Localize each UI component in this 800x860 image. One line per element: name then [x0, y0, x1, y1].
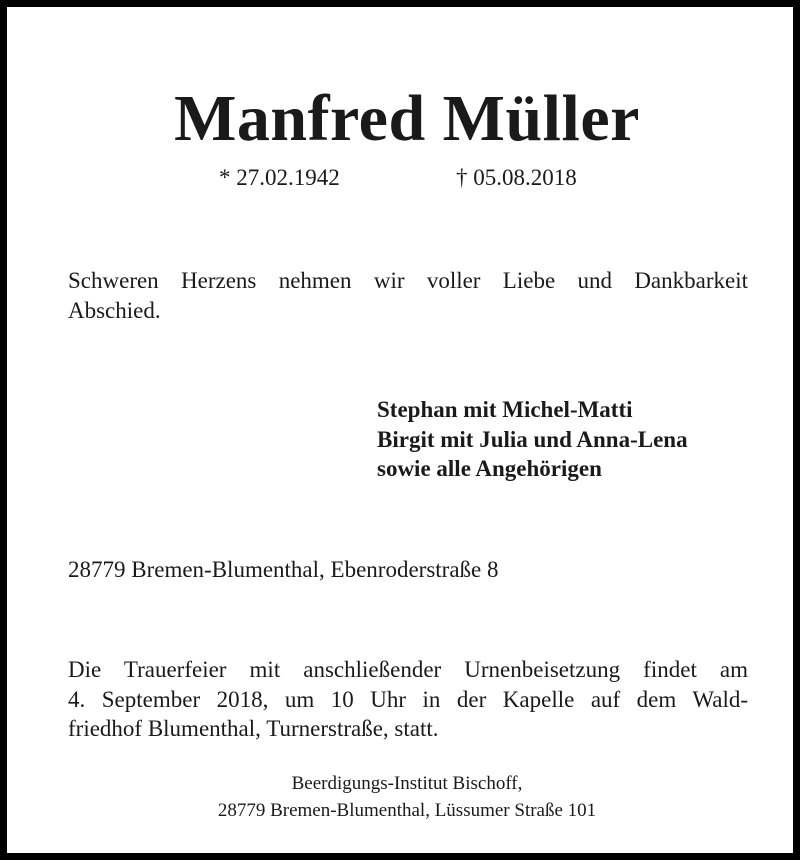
signer-line: sowie alle Angehörigen — [377, 456, 602, 481]
ceremony-paragraph — [68, 655, 748, 744]
signer-line: Stephan mit Michel-Matti — [377, 397, 633, 422]
intro-line: Schweren Herzens nehmen wir voller Liebe und Dankbarkeit — [68, 268, 748, 293]
funeral-home-address: 28779 Bremen-Blumenthal, Lüssumer Straße 101 — [217, 800, 597, 821]
funeral-home-name: Beerdigungs-Institut Bischoff, — [291, 773, 523, 794]
family-address — [68, 555, 748, 585]
ceremony-line: Die Trauerfeier mit anschließender Urnenbeisetzung findet am — [68, 657, 748, 682]
ceremony-line: friedhof Blumenthal, Turnerstraße, statt. — [68, 716, 439, 741]
intro-line: Abschied. — [68, 297, 161, 323]
birth-date: * 27.02.1942 — [219, 165, 340, 190]
intro-paragraph — [68, 266, 748, 325]
signer-line: Birgit mit Julia und Anna-Lena — [377, 426, 688, 452]
death-date: † 05.08.2018 — [456, 165, 577, 190]
deceased-name: Manfred Müller — [174, 82, 640, 155]
funeral-home — [7, 770, 800, 824]
ceremony-line: 4. September 2018, um 10 Uhr in der Kapelle auf dem Wald- — [68, 686, 748, 712]
address-line: 28779 Bremen-Blumenthal, Ebenroderstraße 8 — [68, 557, 499, 582]
signers-block — [377, 395, 688, 484]
